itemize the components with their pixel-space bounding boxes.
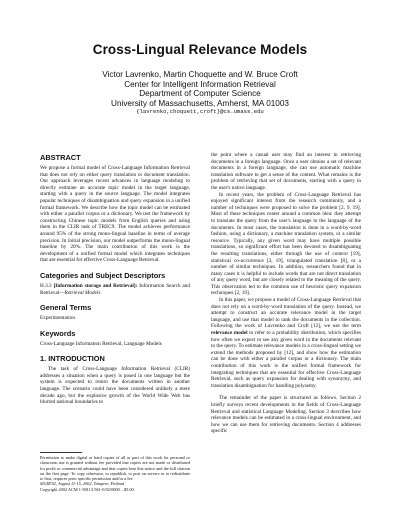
footnote-separator bbox=[40, 452, 82, 453]
categories-code: H.3.3 bbox=[40, 282, 52, 289]
affiliation-line-1: Center for Intelligent Information Retrieval bbox=[124, 79, 276, 89]
left-column bbox=[40, 153, 190, 406]
p3-part-c: to refer to a probability distribution, which specifies how often we expect to see any given word in the documents relevant to the query. To estimate relevance models in a cross-lingual setting we extend the methods proposed by [12], and show how the estimation can be done with either a parallel corpus or a dictionary. The main contribution of this work is the unified formal framework for integrating techniques that are essential for effective Cross-Language Retrieval, such as query expansion for dealing with synonymy, and translation disambiguation for handling polysemy. bbox=[211, 330, 361, 389]
right-paragraph-1: the point where a casual user may find an interest in retrieving documents in a foreign language. Once a user obtains a set of relevant documents in a foreign language, she can use automatic machine translation software to get a sense of the content. What remains is the problem of retrieving that set of documents, starting with a query in the user's native language. bbox=[211, 152, 361, 191]
paper-title: Cross-Lingual Relevance Models bbox=[92, 42, 308, 57]
footnote-conference: SIGIR'02, August 11-15, 2002, Tampere, Finland bbox=[40, 481, 125, 487]
author-emails: {lavrenko,choquett,croft}@cs.umass.edu bbox=[136, 108, 264, 116]
p3-term-relevance-model: relevance model bbox=[211, 330, 248, 337]
general-terms-text: Experimentation bbox=[40, 315, 75, 322]
right-column bbox=[211, 152, 361, 435]
p3-part-a: In this paper, we propose a model of Cross-Language Retrieval that does not rely on a word-by-word translation of the query. Instead, we attempt to construct an accurate relevance model in the target language, and use that model to rank the documents in the collection. Following the work of Lavrenko and Croft [12], we use the term bbox=[211, 297, 361, 330]
keywords-text: Cross-Language Information Retrieval, Language Models bbox=[40, 340, 162, 347]
affiliation-line-3: University of Massachusetts, Amherst, MA 01003 bbox=[111, 98, 289, 108]
footnote-permission: Permission to make digital or hard copies of all or part of this work for personal or classroom use is granted without fee provided that copies are not made or distributed for profit or commercial advantage and that copies bear this notice and the full citation on the first page. To copy otherwise, to republish, to post on servers or to redistribute to lists, requires prior specific permission and/or a fee. bbox=[40, 455, 190, 482]
right-paragraph-4: The remainder of the paper is structured as follows. Section 2 briefly surveys recent developments in the fields of Cross-Language Retrieval and statistical Language Modeling. Section 3 describes how relevance models can be estimated in a cross-lingual environment, and how we can use them for retrieving documents. Section 4 addresses specific bbox=[211, 395, 361, 435]
introduction-text: The task of Cross-Language Information Retrieval (CLIR) addresses a situation when a query is posed in one language but the system is expected to return the documents written in another language. The scenario could have been considered unlikely a mere decade ago, but the explosive growth of the World Wide Web has blurred national boundaries to bbox=[40, 366, 190, 406]
right-paragraph-2: In recent years, the problem of Cross-Language Retrieval has enjoyed significant interest from the research community, and a number of techniques were proposed to solve the problem [2, 9, 19]. Most of these techniques center around a common idea: they attempt to translate the query from the user's language to the language of the documents. In most cases, the translation is done in a word-by-word fashion, using a dictionary, a machine translation system, or a similar resource. Typically, any given word may have multiple possible translations, so significant effort has been devoted to disambiguating the resulting translations, either through the use of context [19], statistical co-occurrence [3, 19], triangulated translation [8], or a number of similar techniques. In addition, researchers found that in many cases it is helpful to include words that are not direct translation of any query word, but are closely related to the meaning of the query. This observation led to the common use of heuristic query expansion techniques [2, 19]. bbox=[211, 191, 361, 297]
categories-heading: Categories and Subject Descriptors bbox=[40, 270, 166, 280]
author-names: Victor Lavrenko, Martin Choquette and W. Bruce Croft bbox=[102, 70, 298, 79]
copyright-footnote bbox=[40, 455, 190, 492]
abstract-text: We propose a formal model of Cross-Language Information Retrieval that does not rely on either query translation or document translation. Our approach leverages recent advances in language modeling to directly estimate an accurate topic model in the target language, starting with a query in the source language. The model integrates popular techniques of disambiguation and query expansion in a unified formal framework. We describe how the topic model can be estimated with either a parallel corpus or a dictionary. We test the framework by constructing Chinese topic models from English queries and using them in the CLIR task of TREC9. The model achieves performance around 95% of the strong mono-lingual baseline in terms of average precision. In initial precision, our model outperforms the mono-lingual baseline by 20%. The main contribution of this work is the development of a unified formal model which integrates techniques that are essential for effective Cross-Language Retrieval. bbox=[40, 165, 190, 264]
right-paragraph-3 bbox=[211, 297, 361, 389]
abstract-heading: ABSTRACT bbox=[40, 153, 81, 162]
author-block bbox=[0, 70, 400, 116]
introduction-heading: 1. INTRODUCTION bbox=[40, 354, 105, 364]
categories-rest: Information Search and Retrieval— bbox=[40, 282, 190, 296]
footnote-copyright: Copyright 2002 ACM 1-58113-561-0/02/0008 ...$5.00. bbox=[40, 486, 135, 492]
categories-bold: [Information storage and Retrieval]: bbox=[53, 282, 138, 289]
general-terms-heading: General Terms bbox=[40, 303, 92, 313]
affiliation-line-2: Department of Computer Science bbox=[139, 89, 261, 99]
keywords-heading: Keywords bbox=[40, 328, 76, 338]
categories-text bbox=[40, 283, 190, 296]
categories-italic: Retrieval Models bbox=[64, 289, 101, 296]
